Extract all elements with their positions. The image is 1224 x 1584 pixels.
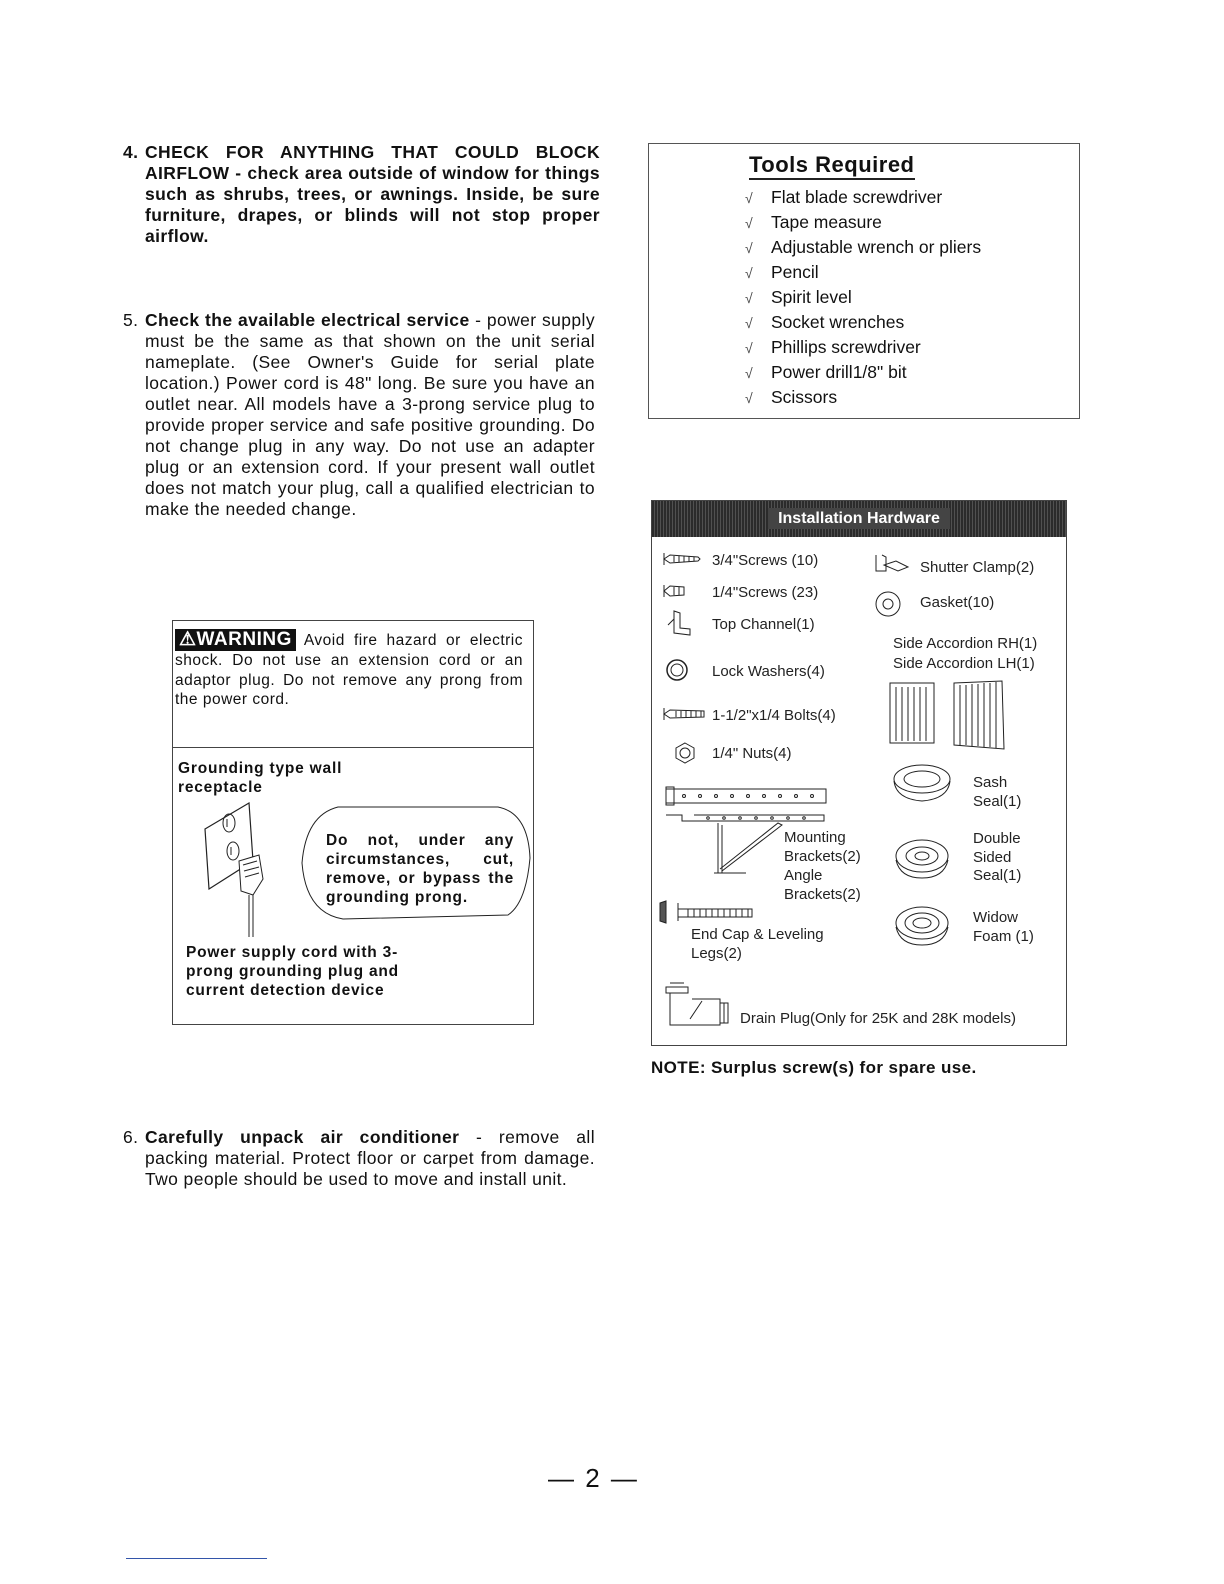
shutter-clamp: Shutter Clamp(2) [920, 559, 1035, 576]
tool-item: √ Socket wrenches [745, 310, 981, 335]
top-channel: Top Channel(1) [712, 616, 815, 633]
step-6-heading: Carefully unpack air conditioner [145, 1127, 460, 1147]
check-icon: √ [745, 240, 753, 256]
drain-plug: Drain Plug(Only for 25K and 28K models) [740, 1010, 1016, 1027]
shutter-clamp-icon [872, 553, 910, 577]
step-4 [123, 142, 600, 247]
page-number: — 2 — [548, 1463, 639, 1493]
warning-badge: ⚠WARNING [175, 629, 296, 651]
bolt-icon [662, 706, 706, 722]
receptacle-label: Grounding type wall receptacle [178, 760, 343, 796]
cord-label: Power supply cord with 3-prong grounding plug and current detection device [186, 944, 399, 999]
lock-washers: Lock Washers(4) [712, 663, 825, 680]
step-4-number: 4. [123, 142, 139, 162]
tool-item: √ Spirit level [745, 285, 981, 310]
step-6 [123, 1127, 595, 1190]
tool-item: √ Adjustable wrench or pliers [745, 235, 981, 260]
check-icon: √ [745, 390, 753, 406]
end-cap: End Cap & Leveling Legs(2) [691, 926, 824, 962]
screw-short-icon [662, 583, 692, 599]
note: NOTE: Surplus screw(s) for spare use. [651, 1058, 977, 1077]
tool-item: √ Power drill1/8" bit [745, 360, 981, 385]
tool-item: √ Pencil [745, 260, 981, 285]
tool-item: √ Tape measure [745, 210, 981, 235]
drain-plug-icon [662, 979, 740, 1029]
check-icon: √ [745, 315, 753, 331]
screws-34: 3/4"Screws (10) [712, 552, 819, 569]
check-icon: √ [745, 365, 753, 381]
tool-item: √ Scissors [745, 385, 981, 410]
nuts: 1/4" Nuts(4) [712, 745, 792, 762]
tools-required-box [648, 143, 1080, 419]
check-icon: √ [745, 190, 753, 206]
bubble-text: Do not, under any circumstances, cut, remove, or bypass the grounding prong. [326, 832, 514, 906]
double-seal: Double Sided Seal(1) [973, 830, 1022, 884]
bolts: 1-1/2"x1/4 Bolts(4) [712, 707, 836, 724]
nut-icon [674, 742, 696, 764]
warning-text: Avoid fire hazard or electric shock. Do not use an extension cord or an adaptor plug. Do not remove any prong from the power cord. [175, 632, 523, 708]
check-icon: √ [745, 340, 753, 356]
step-5-number: 5. [123, 310, 139, 330]
check-icon: √ [745, 290, 753, 306]
step-4-text: CHECK FOR ANYTHING THAT COULD BLOCK AIRFLOW - check area outside of window for things such as shrubs, trees, or awnings. Inside, be sure furniture, drapes, or blinds will not stop proper airflow. [145, 142, 600, 246]
top-channel-icon [664, 609, 694, 639]
outlet-plug-illustration [197, 799, 287, 939]
tools-list [745, 185, 981, 410]
tools-title: Tools Required [749, 152, 915, 180]
sash-seal: Sash Seal(1) [973, 774, 1022, 810]
widow-foam-icon [892, 901, 954, 951]
step-5 [123, 310, 595, 520]
hardware-title: Installation Hardware [768, 508, 950, 529]
tool-item: √ Flat blade screwdriver [745, 185, 981, 210]
angle-brackets: Angle Brackets(2) [784, 867, 861, 903]
step-6-number: 6. [123, 1127, 139, 1147]
hardware-header [652, 501, 1066, 537]
warning-top [173, 621, 533, 748]
sash-seal-icon [890, 759, 956, 807]
mounting-brackets: Mounting Brackets(2) [784, 829, 861, 865]
warning-text-block [175, 629, 523, 710]
lock-washer-icon [665, 658, 689, 682]
step-6-text: - remove all packing material. Protect floor or carpet from damage. Two people should be used to move and install unit. [145, 1127, 595, 1189]
side-accordion-icon [888, 679, 1010, 751]
screws-14: 1/4"Screws (23) [712, 584, 819, 601]
check-icon: √ [745, 215, 753, 231]
warning-box [172, 620, 534, 1025]
installation-hardware-box [651, 500, 1067, 1046]
check-icon: √ [745, 265, 753, 281]
accordion-lh: Side Accordion LH(1) [893, 655, 1035, 672]
double-seal-icon [892, 834, 954, 884]
gasket-icon [874, 590, 902, 618]
widow-foam: Widow Foam (1) [973, 909, 1034, 945]
tool-item: √ Phillips screwdriver [745, 335, 981, 360]
step-5-heading: Check the available electrical service [145, 310, 470, 330]
screw-long-icon [662, 551, 702, 567]
accordion-rh: Side Accordion RH(1) [893, 635, 1038, 652]
end-cap-icon [656, 899, 756, 927]
step-5-text: - power supply must be the same as that shown on the unit serial nameplate. (See Owner's Guide for serial plate location.) Power cord is 48" long. Be sure you have an outlet near. All models have a 3-prong service plug to provide proper service and safe positive grounding. Do not change plug in any way. Do not use an adapter plug or an extension cord. If your present wall outlet does not match your plug, call a qualified electrician to make the needed change. [145, 310, 595, 519]
gasket: Gasket(10) [920, 594, 995, 611]
footer-rule [126, 1558, 267, 1559]
